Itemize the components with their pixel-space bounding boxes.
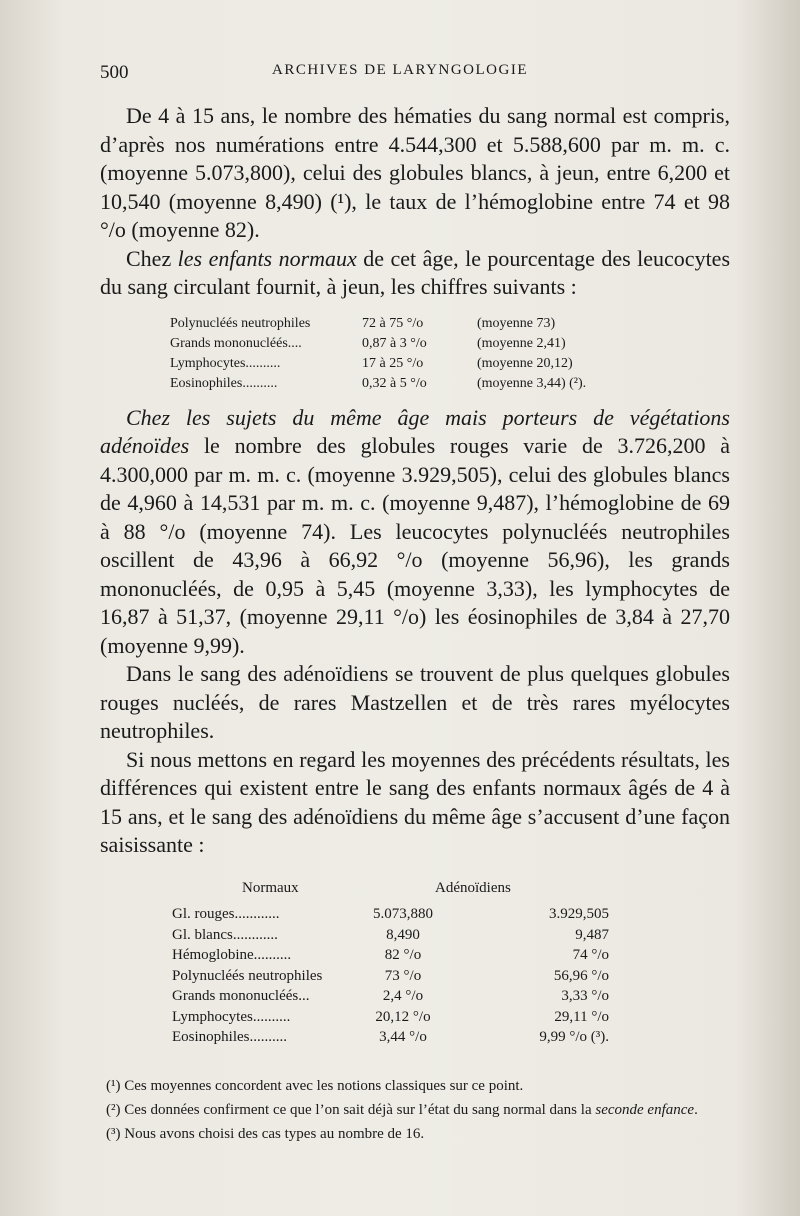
paragraph-normal-blood-counts: De 4 à 15 ans, le nombre des hématies du sang normal est compris, d’après nos numérations entre 4.544,300 et 5.588,600 par m. m. c. (moyenne 5.073,800), celui des globules blancs, à jeun, entre 6,200 et 10,540 (moyenne 8,490) (¹), le taux de l’hémoglobine entre 74 et 98 °/o (moyenne 82). <box>100 103 730 242</box>
table-row <box>172 945 730 966</box>
cell-name: Gl. blancs............ <box>172 926 278 943</box>
header-normaux: Normaux <box>242 879 299 896</box>
footnote-2 <box>100 1100 730 1120</box>
fn2-italic: seconde enfance <box>595 1101 695 1118</box>
cell-adenoidiens: 29,11 °/o <box>554 1008 609 1025</box>
table-row <box>172 1027 730 1048</box>
cell-mean: (moyenne 73) <box>477 315 556 331</box>
page-number: 500 <box>100 62 129 83</box>
cell-name: Eosinophiles.......... <box>170 375 278 391</box>
cell-normaux: 8,490 <box>386 926 420 943</box>
header-adenoidiens: Adénoïdiens <box>435 879 511 896</box>
table-row <box>170 314 730 334</box>
para3-italic: Chez les sujets du même âge mais porteurs de végétations adénoïdes <box>100 404 730 458</box>
paragraph-adenoid-cells: Dans le sang des adénoïdiens se trouvent de plus quelques globules rouges nucléés, de rares Mastzellen et de très rares myélocytes neutrophiles. <box>100 661 730 743</box>
para2-post: de cet âge, le pourcentage des leucocytes du sang circulant fournit, à jeun, les chiffres suivants : <box>100 245 731 299</box>
cell-range: 0,87 à 3 °/o <box>362 335 427 351</box>
cell-adenoidiens: 3.929,505 <box>549 906 609 922</box>
cell-name: Lymphocytes.......... <box>172 1008 291 1025</box>
footnote-1: (¹) Ces moyennes concordent avec les notions classiques sur ce point. <box>106 1077 524 1094</box>
cell-name: Polynucléés neutrophiles <box>172 967 323 984</box>
cell-adenoidiens: 9,487 <box>575 926 609 943</box>
cell-normaux: 20,12 °/o <box>375 1008 431 1025</box>
table-row <box>172 966 730 987</box>
cell-mean: (moyenne 3,44) (²). <box>477 375 587 391</box>
cell-name: Grands mononucléés... <box>172 988 310 1004</box>
table-row <box>170 354 730 374</box>
leucocyte-table-normal <box>170 314 730 394</box>
fn2-post: . <box>694 1101 698 1118</box>
cell-name: Polynucléés neutrophiles <box>170 315 311 331</box>
cell-mean: (moyenne 2,41) <box>477 335 566 351</box>
fn2-pre: (²) Ces données confirment ce que l’on sait déjà sur l’état du sang normal dans la <box>106 1101 596 1118</box>
cell-adenoidiens: 9,99 °/o (³). <box>539 1029 609 1045</box>
paragraph-comparison-intro: Si nous mettons en regard les moyennes des précédents résultats, les différences qui existent entre le sang des enfants normaux âgés de 4 à 15 ans, et le sang des adénoïdiens du même âge s’accusent d’une façon saisissante : <box>100 746 730 857</box>
table-row <box>172 986 730 1007</box>
cell-name: Hémoglobine.......... <box>172 947 292 963</box>
cell-adenoidiens: 74 °/o <box>572 947 609 963</box>
cell-range: 17 à 25 °/o <box>362 355 424 371</box>
cell-name: Lymphocytes.......... <box>170 355 281 371</box>
table-row <box>172 925 730 946</box>
cell-normaux: 82 °/o <box>384 947 422 963</box>
cell-normaux: 2,4 °/o <box>382 988 424 1004</box>
cell-name: Grands mononucléés.... <box>170 335 302 351</box>
table-row <box>172 904 730 925</box>
cell-adenoidiens: 3,33 °/o <box>561 988 609 1004</box>
paragraph-adenoid-subjects <box>100 404 730 661</box>
cell-mean: (moyenne 20,12) <box>477 355 573 371</box>
footnotes <box>100 1076 730 1144</box>
para3-post: le nombre des globules rouges varie de 3.726,200 à 4.300,000 par m. m. c. (moyenne 3.929,505), celui des globules blancs de 4,960 à 14,531 par m. m. c. (moyenne 9,487), l’hémoglobine de 69 à 88 °/o (moyenne 74). Les leucocytes polynucléés neutrophiles oscillent de 43,96 à 66,92 °/o (moyenne 56,96), les grands mononucléés, de 0,95 à 5,45 (moyenne 3,33), les lymphocytes de 16,87 à 51,37, (moyenne 29,11 °/o) les éosinophiles de 3,84 à 27,70 (moyenne 9,99). <box>100 433 730 658</box>
comparison-table <box>172 878 730 1048</box>
table-row <box>170 374 730 394</box>
cell-normaux: 73 °/o <box>384 967 422 984</box>
cell-normaux: 5.073,880 <box>373 906 433 922</box>
running-head: ARCHIVES DE LARYNGOLOGIE <box>272 62 528 78</box>
table-row <box>172 1007 730 1028</box>
cell-name: Gl. rouges............ <box>172 906 280 922</box>
cell-name: Eosinophiles.......... <box>172 1029 287 1045</box>
cell-adenoidiens: 56,96 °/o <box>553 967 609 984</box>
cell-normaux: 3,44 °/o <box>379 1029 427 1045</box>
cell-range: 0,32 à 5 °/o <box>362 375 427 391</box>
para2-italic: les enfants normaux <box>177 245 357 271</box>
paragraph-normal-children <box>100 245 730 302</box>
page-header <box>100 50 730 90</box>
table-row <box>170 334 730 354</box>
footnote-3: (³) Nous avons choisi des cas types au nombre de 16. <box>106 1125 425 1142</box>
para2-pre: Chez <box>126 245 178 271</box>
comparison-table-header <box>172 878 730 899</box>
cell-range: 72 à 75 °/o <box>362 315 424 331</box>
